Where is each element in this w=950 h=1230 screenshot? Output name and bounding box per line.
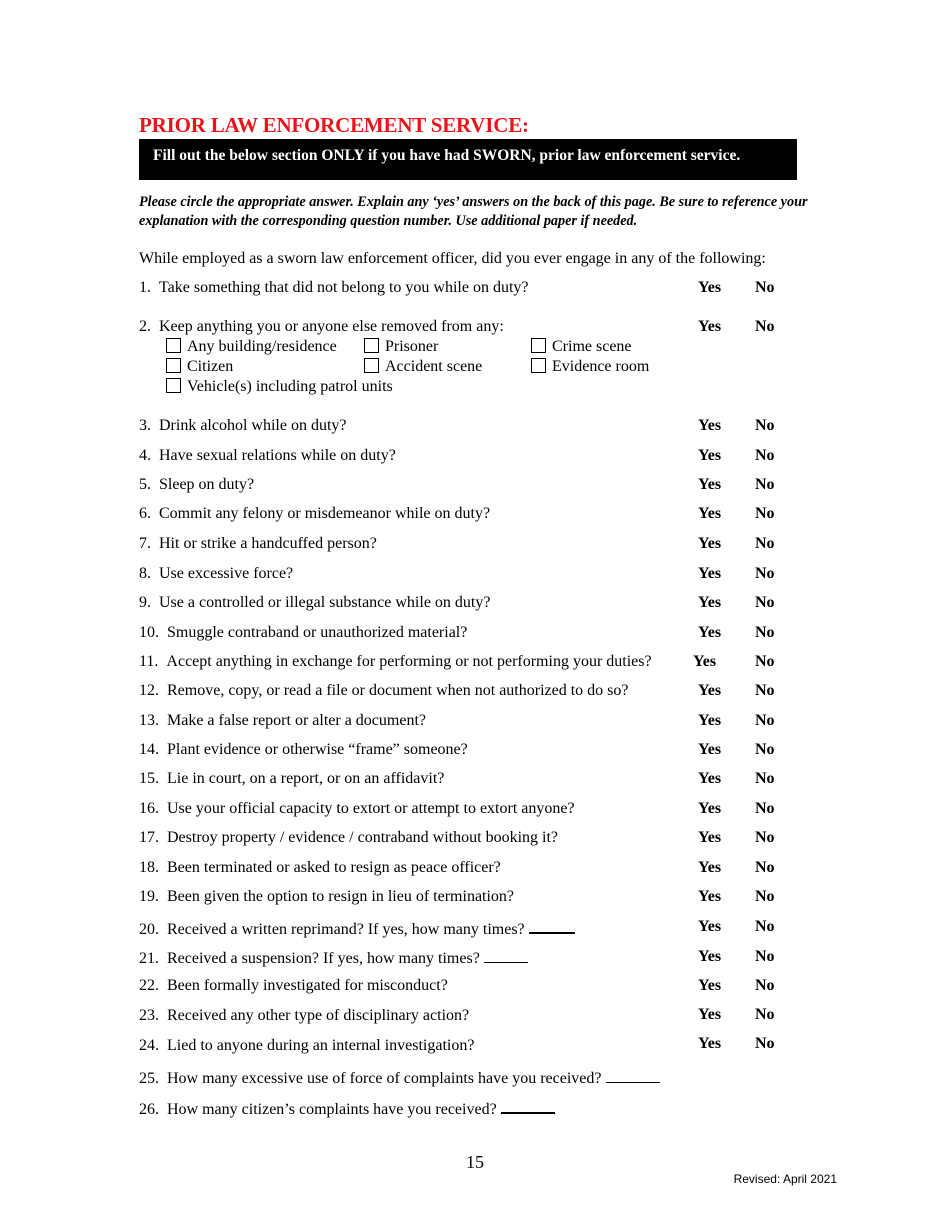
question-number: 25. (139, 1070, 159, 1087)
checkbox-label: Prisoner (385, 338, 439, 355)
question-text: Accept anything in exchange for performing or not performing your duties? (166, 653, 652, 670)
yes-option-4[interactable]: Yes (698, 447, 722, 464)
no-option-11[interactable]: No (755, 653, 775, 670)
yes-option-10[interactable]: Yes (698, 624, 722, 641)
question-text: Smuggle contraband or unauthorized material? (167, 624, 468, 641)
question-16 (139, 800, 575, 818)
question-text: Have sexual relations while on duty? (159, 447, 396, 464)
checkbox-label: Any building/residence (187, 338, 337, 355)
yes-option-19[interactable]: Yes (698, 888, 722, 905)
question-number: 19. (139, 888, 159, 905)
question-10 (139, 624, 467, 642)
yes-option-7[interactable]: Yes (698, 535, 722, 552)
checkbox-accident-scene[interactable] (364, 358, 482, 376)
question-6 (139, 505, 490, 523)
question-number: 3. (139, 417, 151, 434)
question-number: 4. (139, 447, 151, 464)
yes-option-23[interactable]: Yes (698, 1006, 722, 1023)
yes-option-14[interactable]: Yes (698, 741, 722, 758)
checkbox-label: Citizen (187, 358, 234, 375)
checkbox-icon[interactable] (364, 338, 379, 353)
yes-option-8[interactable]: Yes (698, 565, 722, 582)
question-text: Been given the option to resign in lieu of termination? (167, 888, 515, 905)
question-text: Received a written reprimand? If yes, how many times? (167, 921, 525, 938)
question-number: 18. (139, 859, 159, 876)
yes-option-21[interactable]: Yes (698, 948, 722, 965)
question-24 (139, 1037, 474, 1055)
question-15 (139, 770, 444, 788)
question-13 (139, 712, 426, 730)
yes-option-24[interactable]: Yes (698, 1035, 722, 1052)
question-text: Drink alcohol while on duty? (159, 417, 347, 434)
checkbox-label: Evidence room (552, 358, 650, 375)
question-number: 20. (139, 921, 159, 938)
question-number: 26. (139, 1101, 159, 1118)
yes-option-6[interactable]: Yes (698, 505, 722, 522)
no-option-21[interactable]: No (755, 948, 775, 965)
no-option-15[interactable]: No (755, 770, 775, 787)
question-number: 15. (139, 770, 159, 787)
question-3 (139, 417, 347, 435)
question-text: Sleep on duty? (159, 476, 255, 493)
yes-option-22[interactable]: Yes (698, 977, 722, 994)
no-option-5[interactable]: No (755, 476, 775, 493)
question-8 (139, 565, 293, 583)
question-text: Lied to anyone during an internal investigation? (167, 1037, 475, 1054)
section-banner: Fill out the below section ONLY if you have had SWORN, prior law enforcement service. (139, 139, 797, 180)
no-option-24[interactable]: No (755, 1035, 775, 1052)
question-text: Take something that did not belong to you while on duty? (159, 279, 529, 296)
question-text: Remove, copy, or read a file or document when not authorized to do so? (167, 682, 629, 699)
yes-option-18[interactable]: Yes (698, 859, 722, 876)
question-11 (139, 653, 652, 671)
checkbox-crime-scene[interactable] (531, 338, 632, 356)
checkbox-label: Crime scene (552, 338, 632, 355)
question-number: 24. (139, 1037, 159, 1054)
question-7 (139, 535, 377, 553)
question-number: 12. (139, 682, 159, 699)
question-number: 23. (139, 1007, 159, 1024)
question-text: Make a false report or alter a document? (167, 712, 426, 729)
question-20 (139, 918, 575, 939)
question-14 (139, 741, 468, 759)
checkbox-citizen[interactable] (166, 358, 233, 376)
count-blank[interactable] (529, 918, 575, 934)
question-text: Use excessive force? (159, 565, 294, 582)
yes-option-11[interactable]: Yes (693, 653, 717, 670)
no-option-6[interactable]: No (755, 505, 775, 522)
question-number: 9. (139, 594, 151, 611)
question-number: 14. (139, 741, 159, 758)
no-option-9[interactable]: No (755, 594, 775, 611)
question-19 (139, 888, 514, 906)
count-blank[interactable] (484, 948, 528, 963)
question-25 (139, 1068, 660, 1088)
checkbox-evidence-room[interactable] (531, 358, 649, 376)
checkbox-icon[interactable] (166, 378, 181, 393)
question-26 (139, 1098, 555, 1119)
page-number: 15 (466, 1152, 484, 1172)
question-17 (139, 829, 558, 847)
no-option-17[interactable]: No (755, 829, 775, 846)
question-number: 2. (139, 318, 151, 335)
checkbox-icon[interactable] (166, 338, 181, 353)
question-text: Lie in court, on a report, or on an affidavit? (167, 770, 445, 787)
checkbox-label: Accident scene (385, 358, 483, 375)
no-option-16[interactable]: No (755, 800, 775, 817)
question-number: 1. (139, 279, 151, 296)
section-heading: PRIOR LAW ENFORCEMENT SERVICE: (139, 113, 529, 137)
checkbox-icon[interactable] (531, 338, 546, 353)
question-number: 10. (139, 624, 159, 641)
question-text: Use a controlled or illegal substance while on duty? (159, 594, 491, 611)
no-option-19[interactable]: No (755, 888, 775, 905)
no-option-1[interactable]: No (755, 279, 775, 296)
yes-option-1[interactable]: Yes (698, 279, 722, 296)
no-option-4[interactable]: No (755, 447, 775, 464)
checkbox-prisoner[interactable] (364, 338, 438, 356)
question-number: 6. (139, 505, 151, 522)
yes-option-15[interactable]: Yes (698, 770, 722, 787)
no-option-14[interactable]: No (755, 741, 775, 758)
question-2 (139, 318, 504, 336)
yes-option-2[interactable]: Yes (698, 318, 722, 335)
yes-option-5[interactable]: Yes (698, 476, 722, 493)
question-text: Received a suspension? If yes, how many times? (167, 950, 480, 967)
yes-option-17[interactable]: Yes (698, 829, 722, 846)
question-number: 13. (139, 712, 159, 729)
yes-option-20[interactable]: Yes (698, 918, 722, 935)
question-9 (139, 594, 490, 612)
question-18 (139, 859, 501, 877)
no-option-10[interactable]: No (755, 624, 775, 641)
count-blank[interactable] (606, 1068, 660, 1083)
question-number: 16. (139, 800, 159, 817)
question-text: Commit any felony or misdemeanor while on duty? (159, 505, 491, 522)
no-option-7[interactable]: No (755, 535, 775, 552)
question-number: 11. (139, 653, 159, 670)
question-text: How many excessive use of force of complaints have you received? (167, 1070, 602, 1087)
no-option-20[interactable]: No (755, 918, 775, 935)
no-option-12[interactable]: No (755, 682, 775, 699)
question-number: 17. (139, 829, 159, 846)
question-text: Hit or strike a handcuffed person? (159, 535, 377, 552)
revised-date: Revised: April 2021 (733, 1172, 837, 1186)
question-text: Keep anything you or anyone else removed from any: (159, 318, 504, 335)
question-number: 22. (139, 977, 159, 994)
no-option-18[interactable]: No (755, 859, 775, 876)
question-text: Been terminated or asked to resign as peace officer? (167, 859, 501, 876)
question-number: 21. (139, 950, 159, 967)
checkbox-icon[interactable] (364, 358, 379, 373)
question-text: Plant evidence or otherwise “frame” someone? (167, 741, 468, 758)
no-option-2[interactable]: No (755, 318, 775, 335)
intro-text: While employed as a sworn law enforcement officer, did you ever engage in any of the following: (139, 250, 766, 267)
question-number: 7. (139, 535, 151, 552)
no-option-13[interactable]: No (755, 712, 775, 729)
question-5 (139, 476, 254, 494)
yes-option-9[interactable]: Yes (698, 594, 722, 611)
question-text: Received any other type of disciplinary action? (167, 1007, 470, 1024)
question-1 (139, 279, 529, 297)
no-option-8[interactable]: No (755, 565, 775, 582)
question-text: Been formally investigated for misconduct? (167, 977, 448, 994)
question-text: How many citizen’s complaints have you received? (167, 1101, 497, 1118)
question-text: Destroy property / evidence / contraband without booking it? (167, 829, 559, 846)
count-blank[interactable] (501, 1098, 555, 1114)
question-text: Use your official capacity to extort or attempt to extort anyone? (167, 800, 575, 817)
checkbox-icon[interactable] (531, 358, 546, 373)
instructions-text: Please circle the appropriate answer. Explain any ‘yes’ answers on the back of this page. Be sure to reference your explanation with the corresponding question number. Use additional paper if needed. (139, 194, 808, 229)
checkbox-label: Vehicle(s) including patrol units (187, 378, 393, 395)
checkbox-any-building[interactable] (166, 338, 337, 356)
question-12 (139, 682, 628, 700)
no-option-23[interactable]: No (755, 1006, 775, 1023)
checkbox-vehicles[interactable] (166, 378, 393, 396)
question-4 (139, 447, 396, 465)
question-23 (139, 1007, 469, 1025)
yes-option-3[interactable]: Yes (698, 417, 722, 434)
yes-option-12[interactable]: Yes (698, 682, 722, 699)
question-21 (139, 948, 528, 968)
checkbox-icon[interactable] (166, 358, 181, 373)
question-22 (139, 977, 448, 995)
yes-option-13[interactable]: Yes (698, 712, 722, 729)
question-number: 8. (139, 565, 151, 582)
question-number: 5. (139, 476, 151, 493)
no-option-22[interactable]: No (755, 977, 775, 994)
yes-option-16[interactable]: Yes (698, 800, 722, 817)
no-option-3[interactable]: No (755, 417, 775, 434)
